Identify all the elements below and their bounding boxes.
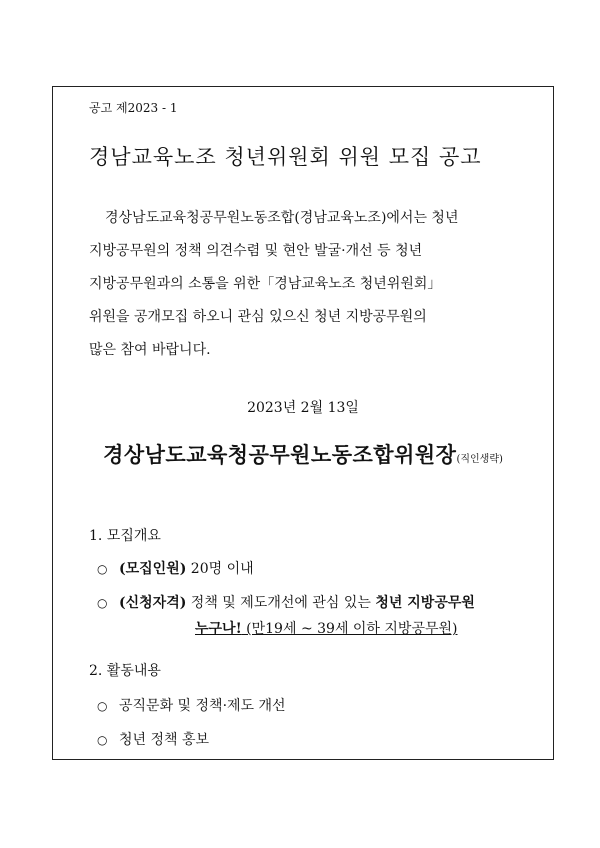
bullet-circle: ○ bbox=[97, 596, 108, 610]
item-emphasis: 청년 지방공무원 bbox=[375, 595, 475, 611]
item-label: (모집인원) bbox=[119, 561, 187, 577]
notice-frame bbox=[52, 86, 554, 760]
section-heading-recruitment: 1. 모집개요 bbox=[89, 528, 161, 544]
list-item bbox=[97, 592, 475, 612]
body-line-4: 위원을 공개모집 하오니 관심 있으신 청년 지방공무원의 bbox=[89, 309, 427, 325]
body-line-2: 지방공무원의 정책 의견수렴 및 현안 발굴·개선 등 청년 bbox=[89, 243, 423, 259]
section-heading-activities: 2. 활동내용 bbox=[89, 663, 161, 679]
bullet-circle: ○ bbox=[97, 562, 108, 576]
issuer-seal-note: (직인생략) bbox=[456, 454, 503, 465]
notice-number: 공고 제2023 - 1 bbox=[89, 101, 178, 115]
item-text: 청년 정책 홍보 bbox=[119, 732, 210, 748]
list-item bbox=[97, 558, 254, 578]
list-item-continuation bbox=[195, 618, 458, 638]
notice-date: 2023년 2월 13일 bbox=[247, 400, 359, 416]
bullet-circle: ○ bbox=[97, 699, 108, 713]
notice-title: 경남교육노조 청년위원회 위원 모집 공고 bbox=[89, 145, 482, 169]
body-line-5: 많은 참여 바랍니다. bbox=[89, 342, 211, 358]
body-line-1: 경상남도교육청공무원노동조합(경남교육노조)에서는 청년 bbox=[105, 210, 459, 226]
item-label: (신청자격) bbox=[119, 595, 187, 611]
item-age-range: (만19세 ~ 39세 이하 지방공무원) bbox=[241, 621, 458, 637]
body-line-3: 지방공무원과의 소통을 위한「경남교육노조 청년위원회」 bbox=[89, 276, 442, 292]
issuer bbox=[53, 439, 553, 469]
bullet-circle: ○ bbox=[97, 733, 108, 747]
issuer-name: 경상남도교육청공무원노동조합위원장 bbox=[103, 442, 457, 467]
item-text: 정책 및 제도개선에 관심 있는 bbox=[186, 595, 376, 611]
item-emphasis-2: 누구나! bbox=[195, 621, 242, 637]
item-text: 공직문화 및 정책·제도 개선 bbox=[119, 698, 286, 714]
list-item bbox=[97, 695, 286, 715]
item-text: 20명 이내 bbox=[186, 561, 254, 577]
list-item bbox=[97, 729, 209, 749]
